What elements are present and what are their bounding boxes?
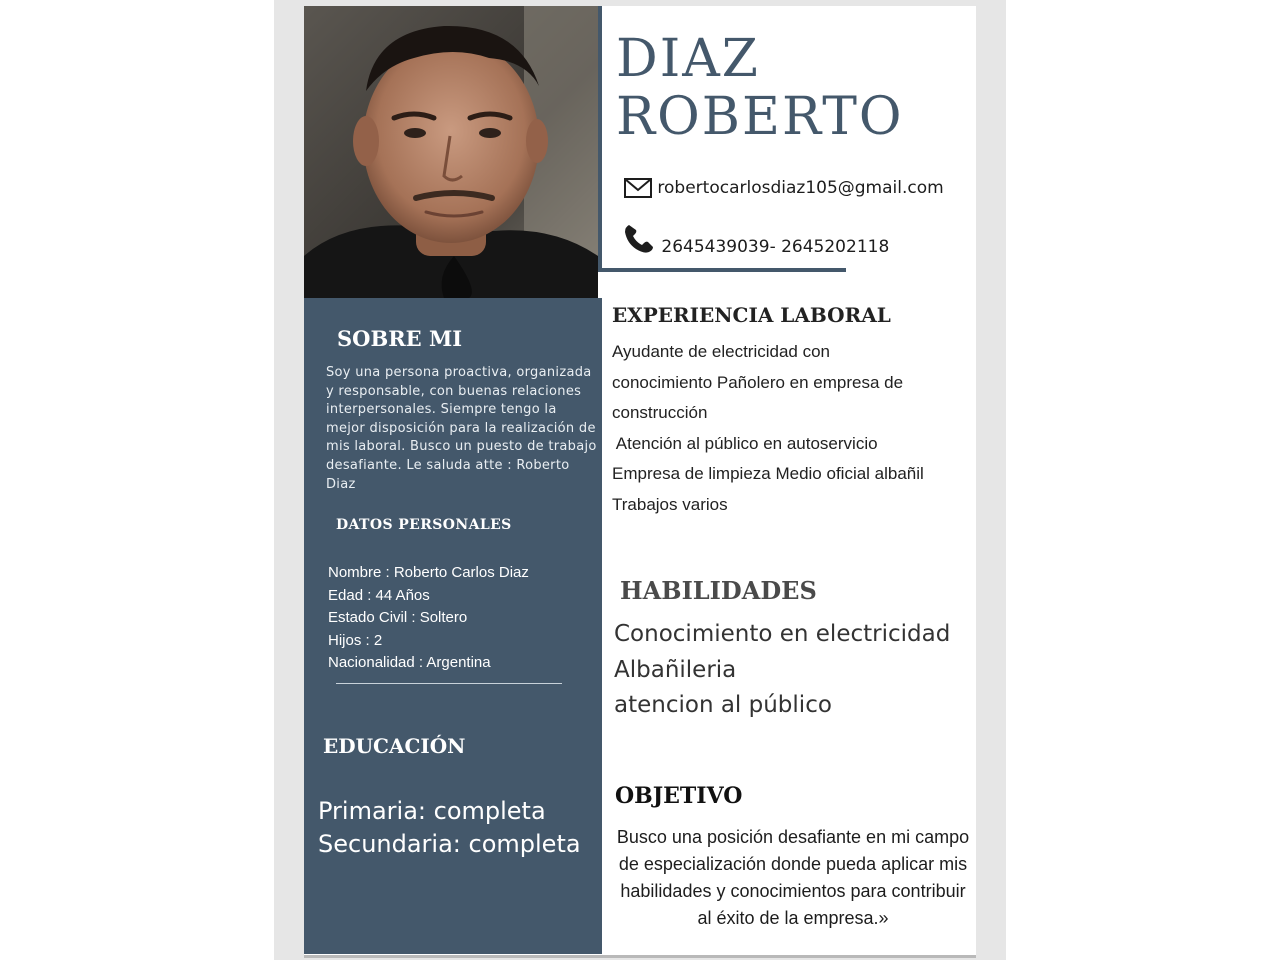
phone-contact bbox=[622, 222, 889, 256]
phone-numbers[interactable]: 2645439039- 2645202118 bbox=[661, 237, 890, 257]
phone-icon bbox=[622, 222, 656, 256]
email-address[interactable]: robertocarlosdiaz105@gmail.com bbox=[657, 178, 944, 198]
envelope-icon bbox=[624, 178, 652, 198]
education-list bbox=[318, 795, 581, 861]
about-heading: SOBRE MI bbox=[337, 326, 463, 351]
skills-list bbox=[614, 617, 950, 724]
personal-item-age: Edad : 44 Años bbox=[328, 586, 430, 604]
personal-data-list bbox=[328, 562, 529, 675]
education-heading: EDUCACIÓN bbox=[323, 734, 466, 758]
profile-photo bbox=[304, 6, 598, 298]
skill-item: Albañileria bbox=[614, 656, 737, 683]
personal-item-name: Nombre : Roberto Carlos Diaz bbox=[328, 564, 529, 581]
sidebar-divider bbox=[336, 683, 562, 684]
header-horizontal-rule bbox=[598, 268, 846, 272]
experience-line: conocimiento Pañolero en empresa de bbox=[612, 372, 904, 392]
objective-heading: OBJETIVO bbox=[615, 783, 743, 809]
experience-line: Trabajos varios bbox=[612, 494, 728, 514]
header-vertical-rule bbox=[598, 6, 602, 272]
education-item-primary: Primaria: completa bbox=[318, 797, 546, 825]
experience-list bbox=[612, 337, 924, 521]
experience-line: Empresa de limpieza Medio oficial albañil bbox=[612, 464, 924, 484]
personal-item-nationality: Nacionalidad : Argentina bbox=[328, 654, 491, 671]
email-contact bbox=[624, 178, 944, 198]
first-name: ROBERTO bbox=[616, 87, 904, 147]
objective-text: Busco una posición desafiante en mi campo de especialización donde pueda aplicar mis habilidades y conocimientos para contribuir al éxito de la empresa.» bbox=[616, 827, 970, 928]
about-text: Soy una persona proactiva, organizada y responsable, con buenas relaciones interpersonales. Siempre tengo la mejor disposición para la realización de mis laboral. Busco un puesto de trabajo desafiante. Le saluda atte : Roberto Diaz bbox=[326, 365, 597, 492]
skill-item: Conocimiento en electricidad bbox=[614, 621, 951, 647]
skills-heading: HABILIDADES bbox=[620, 576, 817, 605]
experience-heading: EXPERIENCIA LABORAL bbox=[612, 303, 891, 327]
portrait-illustration bbox=[304, 6, 598, 298]
sheet-bottom-edge bbox=[304, 955, 976, 958]
experience-line: construcción bbox=[612, 403, 708, 423]
last-name: DIAZ bbox=[616, 29, 760, 89]
personal-item-children: Hijos : 2 bbox=[328, 631, 383, 649]
personal-item-civil-status: Estado Civil : Soltero bbox=[328, 609, 468, 626]
experience-line: Ayudante de electricidad con bbox=[612, 342, 831, 361]
personal-data-heading: DATOS PERSONALES bbox=[336, 517, 512, 533]
experience-line: Atención al público en autoservicio bbox=[612, 433, 878, 453]
candidate-name bbox=[616, 30, 904, 146]
education-item-secondary: Secundaria: completa bbox=[318, 830, 581, 858]
skill-item: atencion al público bbox=[614, 692, 832, 718]
